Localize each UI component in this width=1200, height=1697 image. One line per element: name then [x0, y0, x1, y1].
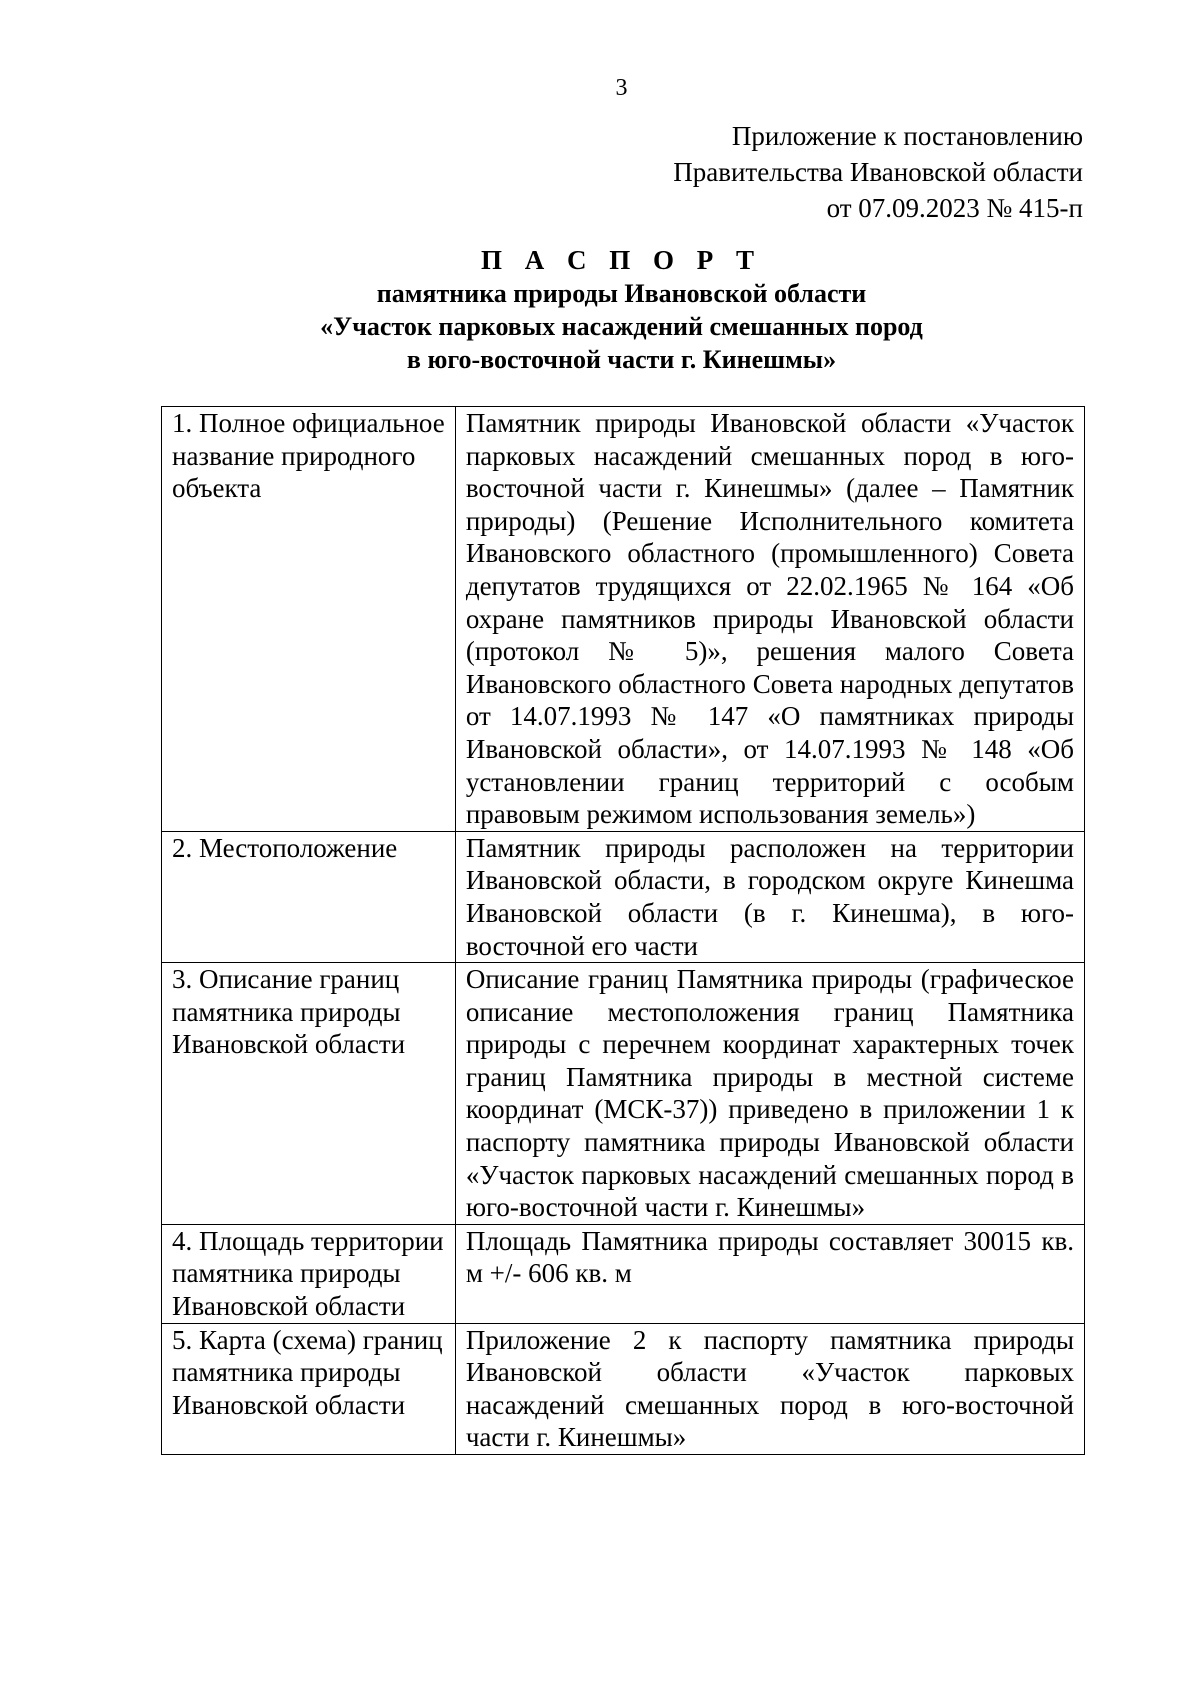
- row-value: Памятник природы Ивановской области «Участок парковых насаждений смешанных пород в юго-восточной части г. Кинешмы» (далее – Памятник природы) (Решение Исполнительного комитета Ивановского областного (промышленного) Совета депутатов трудящихся от 22.02.1965 № 164 «Об охране памятников природы Ивановской области (протокол № 5)», решения малого Совета Ивановского областного Совета народных депутатов от 14.07.1993 № 147 «О памятниках природы Ивановской области», от 14.07.1993 № 148 «Об установлении границ территорий с особым правовым режимом использования земель»): [455, 407, 1084, 832]
- title-line: в юго-восточной части г. Кинешмы»: [406, 345, 837, 374]
- title-heading: П А С П О Р Т: [480, 245, 762, 275]
- row-value: Приложение 2 к паспорту памятника природы Ивановской области «Участок парковых насаждений смешанных пород в юго-восточной части г. Кинешмы»: [455, 1323, 1084, 1454]
- row-label: 5. Карта (схема) границ памятника природы Ивановской области: [162, 1323, 456, 1454]
- row-value: Площадь Памятника природы составляет 30015 кв. м +/- 606 кв. м: [455, 1224, 1084, 1323]
- row-label: 4. Площадь территории памятника природы Ивановской области: [162, 1224, 456, 1323]
- appendix-line: от 07.09.2023 № 415-п: [826, 193, 1083, 223]
- table-row: [162, 1323, 1085, 1454]
- row-value: Памятник природы расположен на территории Ивановской области, в городском округе Кинешма Ивановской области (в г. Кинешма), в юго-восточной его части: [455, 831, 1084, 962]
- table-row: [162, 831, 1085, 962]
- appendix-header: [673, 118, 1083, 226]
- row-label: 2. Местоположение: [162, 831, 456, 962]
- row-value: Описание границ Памятника природы (графическое описание местоположения границ Памятника природы с перечнем координат характерных точек границ Памятника природы в местной системе координат (МСК-37)) приведено в приложении 1 к паспорту памятника природы Ивановской области «Участок парковых насаждений смешанных пород в юго-восточной части г. Кинешмы»: [455, 963, 1084, 1225]
- document-title: [0, 244, 1200, 376]
- table-row: [162, 963, 1085, 1225]
- title-line: памятника природы Ивановской области: [376, 279, 867, 308]
- page-number: 3: [615, 75, 628, 101]
- row-label: 1. Полное официальное название природного объекта: [162, 407, 456, 832]
- passport-table: [161, 406, 1085, 1455]
- table-row: [162, 1224, 1085, 1323]
- title-line: «Участок парковых насаждений смешанных пород: [320, 312, 923, 341]
- table-row: [162, 407, 1085, 832]
- appendix-line: Приложение к постановлению: [731, 121, 1083, 151]
- appendix-line: Правительства Ивановской области: [673, 157, 1083, 187]
- row-label: 3. Описание границ памятника природы Ивановской области: [162, 963, 456, 1225]
